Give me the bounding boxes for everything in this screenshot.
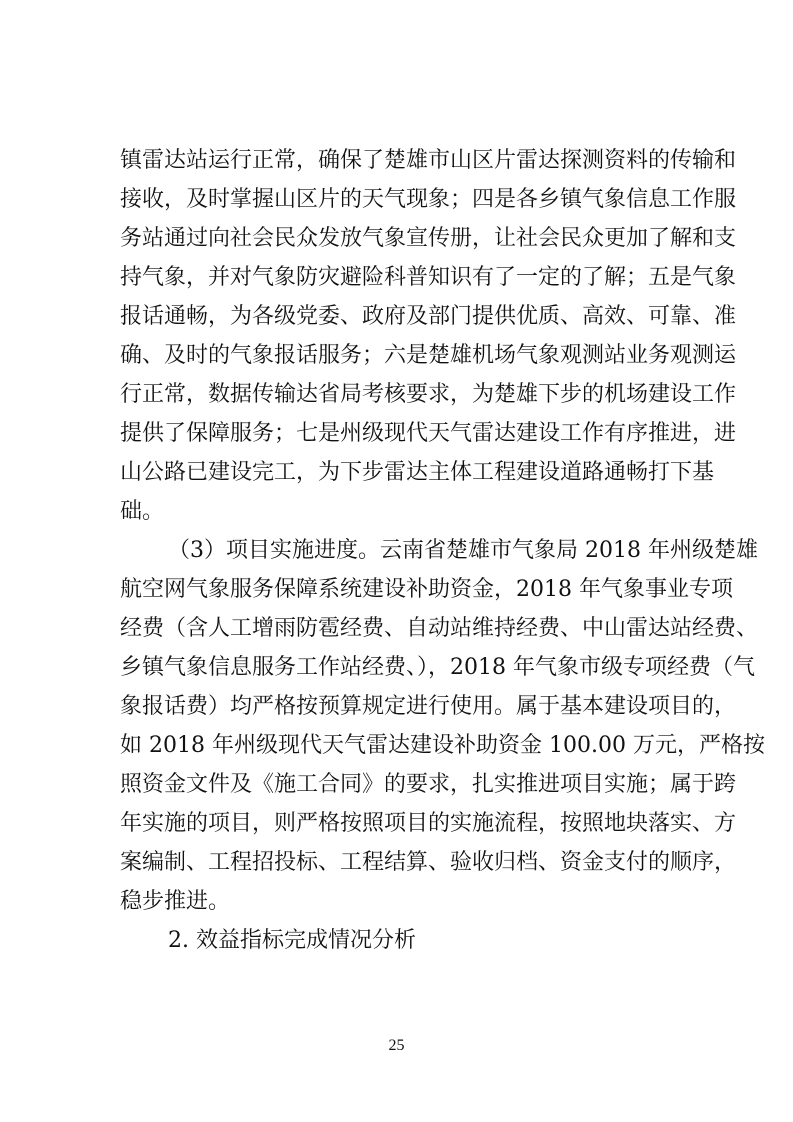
paragraph-line: 础。 — [120, 499, 165, 524]
paragraph-line: 经费（含人工增雨防雹经费、自动站维持经费、中山雷达站经费、 — [120, 616, 759, 641]
section-heading: 2. 效益指标完成情况分析 — [168, 928, 416, 953]
paragraph-line: 确、及时的气象报话服务；六是楚雄机场气象观测站业务观测运 — [120, 343, 737, 368]
paragraph-line: 象报话费）均严格按预算规定进行使用。属于基本建设项目的， — [120, 694, 737, 719]
paragraph-line: 务站通过向社会民众发放气象宣传册，让社会民众更加了解和支 — [120, 226, 737, 251]
paragraph-line: 山公路已建设完工，为下步雷达主体工程建设道路通畅打下基 — [120, 460, 715, 485]
paragraph-line: 行正常，数据传输达省局考核要求，为楚雄下步的机场建设工作 — [120, 382, 737, 407]
paragraph-line: 镇雷达站运行正常，确保了楚雄市山区片雷达探测资料的传输和 — [120, 148, 737, 173]
paragraph-line: 航空网气象服务保障系统建设补助资金，2018 年气象事业专项 — [120, 577, 733, 602]
paragraph-line: 年实施的项目，则严格按照项目的实施流程，按照地块落实、方 — [120, 811, 737, 836]
paragraph-line: 照资金文件及《施工合同》的要求，扎实推进项目实施；属于跨 — [120, 772, 737, 797]
paragraph-line: 报话通畅，为各级党委、政府及部门提供优质、高效、可靠、准 — [120, 304, 737, 329]
paragraph-line: （3）项目实施进度。云南省楚雄市气象局 2018 年州级楚雄 — [168, 538, 758, 563]
paragraph-line: 如 2018 年州级现代天气雷达建设补助资金 100.00 万元，严格按 — [120, 733, 765, 758]
page-number: 25 — [388, 1037, 405, 1054]
paragraph-line: 案编制、工程招投标、工程结算、验收归档、资金支付的顺序， — [120, 850, 737, 875]
paragraph-line: 持气象，并对气象防灾避险科普知识有了一定的了解；五是气象 — [120, 265, 737, 290]
paragraph-line: 稳步推进。 — [120, 889, 231, 914]
paragraph-line: 乡镇气象信息服务工作站经费、），2018 年气象市级专项经费（气 — [120, 655, 755, 680]
paragraph-line: 提供了保障服务；七是州级现代天气雷达建设工作有序推进，进 — [120, 421, 737, 446]
paragraph-line: 接收，及时掌握山区片的天气现象；四是各乡镇气象信息工作服 — [120, 187, 737, 212]
